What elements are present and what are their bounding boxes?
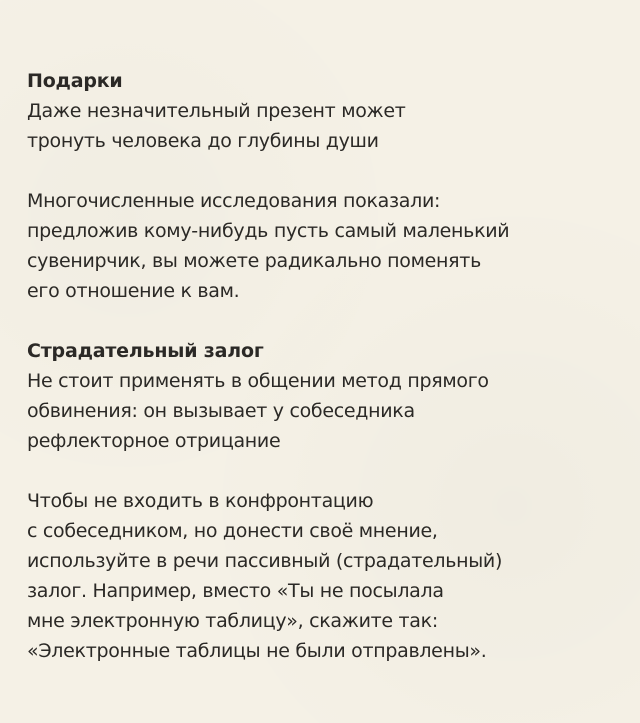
section-intro — [27, 96, 620, 156]
text-line: используйте в речи пассивный (страдательный) — [27, 550, 503, 572]
section-passive-voice — [27, 336, 620, 666]
text-line: мне электронную таблицу», скажите так: — [27, 610, 438, 632]
text-line: тронуть человека до глубины души — [27, 130, 379, 152]
paragraph-gap — [27, 156, 620, 186]
section-body — [27, 186, 620, 306]
text-line: с собеседником, но донести своё мнение, — [27, 520, 438, 542]
text-line: залог. Например, вместо «Ты не посылала — [27, 580, 444, 602]
text-line: «Электронные таблицы не были отправлены». — [27, 640, 487, 662]
text-line: предложив кому-нибудь пусть самый маленький — [27, 220, 510, 242]
section-body — [27, 486, 620, 666]
text-line: его отношение к вам. — [27, 280, 240, 302]
section-intro — [27, 366, 620, 456]
text-line: обвинения: он вызывает у собеседника — [27, 400, 415, 422]
section-gifts — [27, 66, 620, 306]
text-line: Не стоит применять в общении метод прямого — [27, 370, 489, 392]
text-line: Чтобы не входить в конфронтацию — [27, 490, 374, 512]
section-gap — [27, 306, 620, 336]
text-line: рефлекторное отрицание — [27, 430, 281, 452]
text-line: сувенирчик, вы можете радикально поменять — [27, 250, 481, 272]
section-heading: Страдательный залог — [27, 340, 264, 362]
text-line: Многочисленные исследования показали: — [27, 190, 441, 212]
paragraph-gap — [27, 456, 620, 486]
text-line: Даже незначительный презент может — [27, 100, 406, 122]
section-heading: Подарки — [27, 70, 123, 92]
